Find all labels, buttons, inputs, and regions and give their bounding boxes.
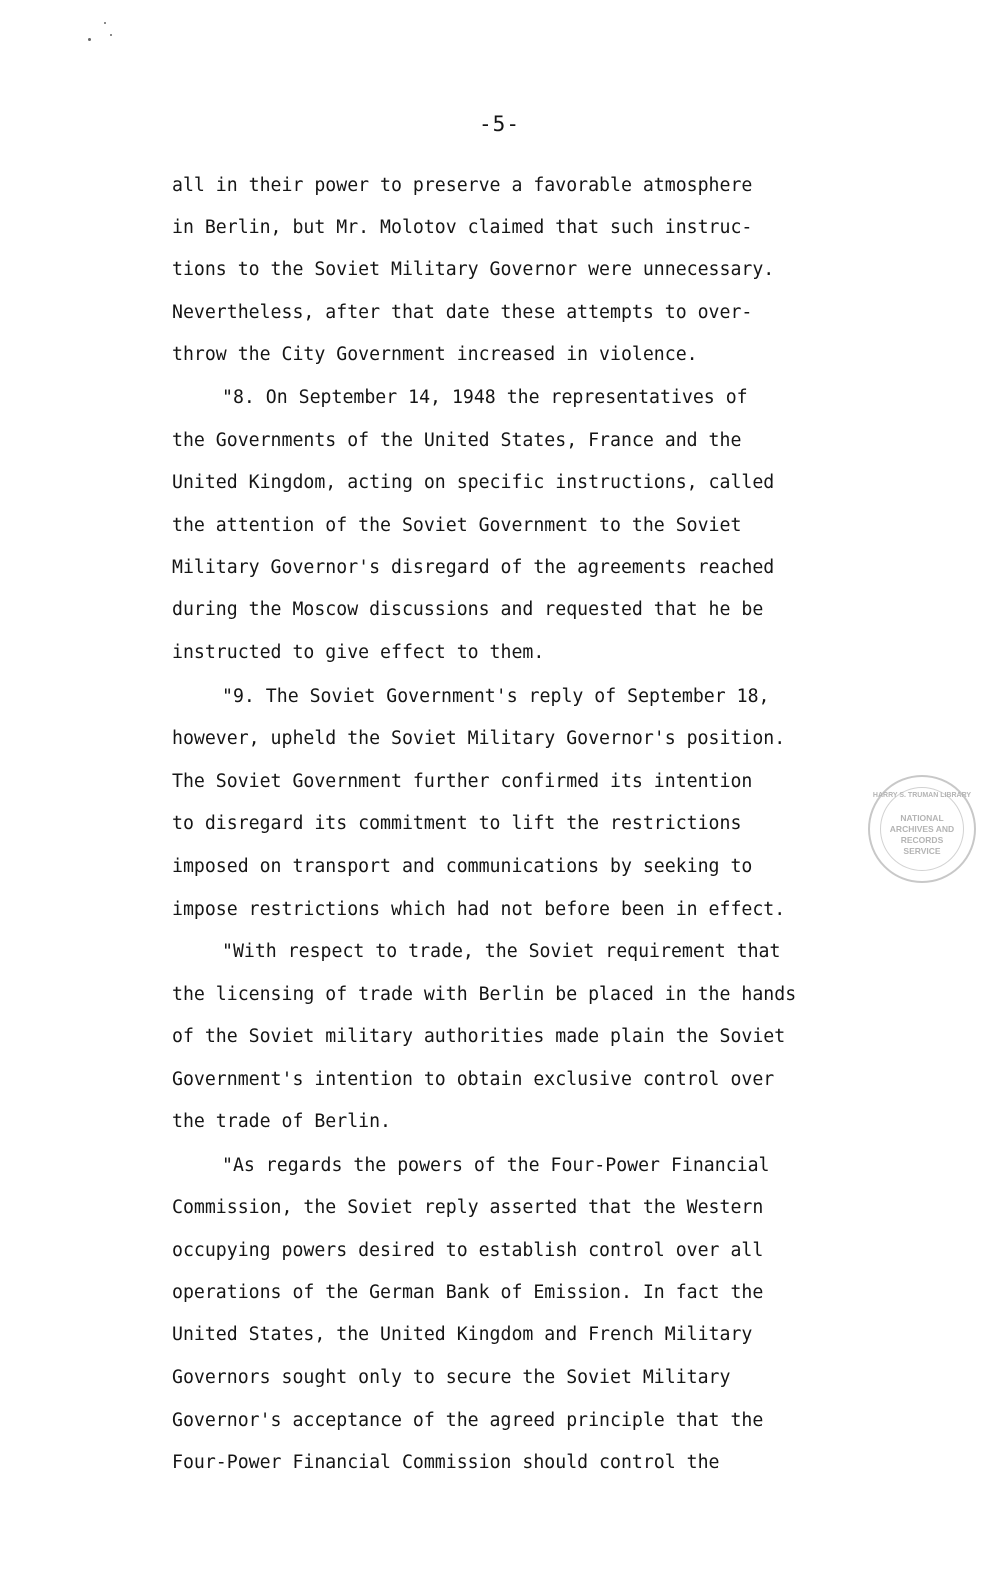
- stamp-text: RECORDS: [900, 835, 944, 845]
- text-line: Nevertheless, after that date these attempts to over-: [172, 302, 753, 323]
- text-line: the trade of Berlin.: [172, 1111, 391, 1132]
- page-number: -5-: [479, 112, 520, 136]
- text-line: the Governments of the United States, France and the: [172, 430, 742, 451]
- text-line: Four-Power Financial Commission should control the: [172, 1452, 720, 1473]
- text-line: during the Moscow discussions and requested that he be: [172, 599, 764, 620]
- stamp-text: SERVICE: [903, 846, 941, 856]
- text-line: Military Governor's disregard of the agreements reached: [172, 557, 775, 578]
- text-line: Commission, the Soviet reply asserted that the Western: [172, 1197, 764, 1218]
- text-line: The Soviet Government further confirmed its intention: [172, 771, 753, 792]
- text-line: tions to the Soviet Military Governor were unnecessary.: [172, 259, 775, 280]
- stamp-text: HARRY S. TRUMAN LIBRARY: [872, 792, 972, 799]
- text-line: of the Soviet military authorities made plain the Soviet: [172, 1026, 786, 1047]
- text-line: Governors sought only to secure the Soviet Military: [172, 1367, 731, 1388]
- text-line: the licensing of trade with Berlin be placed in the hands: [172, 984, 797, 1005]
- stamp-text: ARCHIVES AND: [889, 824, 955, 834]
- text-line: United States, the United Kingdom and French Military: [172, 1324, 753, 1345]
- text-line: operations of the German Bank of Emission. In fact the: [172, 1282, 764, 1303]
- text-line: United Kingdom, acting on specific instructions, called: [172, 472, 775, 493]
- text-line: in Berlin, but Mr. Molotov claimed that such instruc-: [172, 217, 753, 238]
- stamp-text: NATIONAL: [900, 813, 944, 823]
- text-line: Government's intention to obtain exclusive control over: [172, 1069, 775, 1090]
- text-line: imposed on transport and communications by seeking to: [172, 856, 753, 877]
- text-line: throw the City Government increased in violence.: [172, 344, 698, 365]
- paper-speck: [110, 34, 112, 36]
- paper-speck: [104, 22, 106, 24]
- text-line: Governor's acceptance of the agreed principle that the: [172, 1410, 764, 1431]
- text-line: to disregard its commitment to lift the restrictions: [172, 813, 742, 834]
- text-line: "8. On September 14, 1948 the representatives of: [222, 387, 748, 408]
- text-line: "With respect to trade, the Soviet requirement that: [222, 941, 781, 962]
- text-line: impose restrictions which had not before been in effect.: [172, 899, 786, 920]
- paper-speck: [88, 38, 91, 41]
- text-line: "As regards the powers of the Four-Power Financial: [222, 1155, 770, 1176]
- text-line: however, upheld the Soviet Military Governor's position.: [172, 728, 786, 749]
- text-line: "9. The Soviet Government's reply of September 18,: [222, 686, 770, 707]
- text-line: occupying powers desired to establish control over all: [172, 1240, 764, 1261]
- text-line: all in their power to preserve a favorable atmosphere: [172, 175, 753, 196]
- text-line: the attention of the Soviet Government to the Soviet: [172, 515, 742, 536]
- text-line: instructed to give effect to them.: [172, 642, 545, 663]
- archive-stamp: [868, 775, 976, 883]
